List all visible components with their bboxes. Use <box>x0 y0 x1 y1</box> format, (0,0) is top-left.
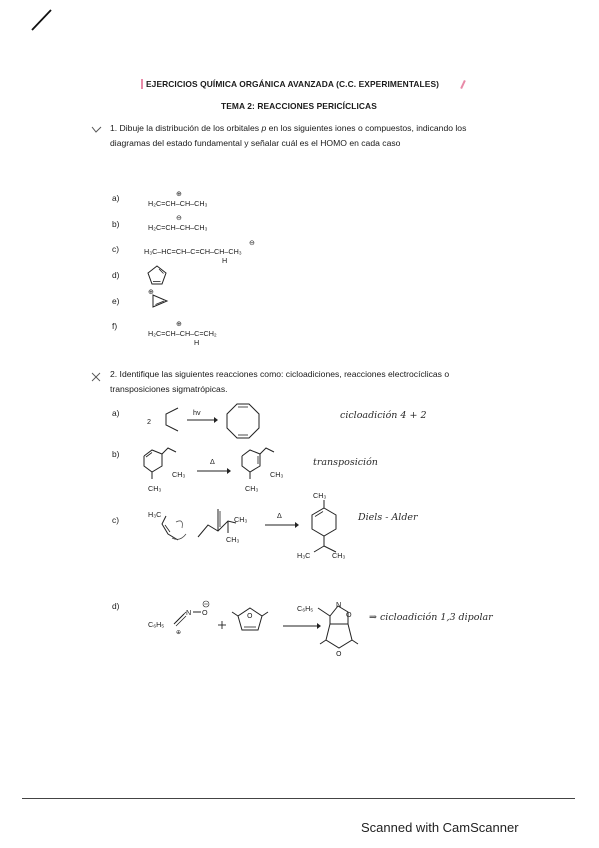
q2-item-d-reactant-o: O <box>202 608 208 617</box>
q1-item-c-formula: H₃C–HC=CH–C=CH–CH–CH₃ <box>144 247 242 256</box>
svg-text:⊕: ⊕ <box>176 629 182 636</box>
q2-item-d-reactant-sub-1: C₆H₅ <box>148 620 165 629</box>
charge-minus-icon <box>202 600 210 608</box>
maleic-anhydride-structure <box>228 598 272 644</box>
q2-item-c-reactant-sub-2: CH₃ <box>234 515 248 524</box>
q2-item-d-product-o: O <box>346 610 352 619</box>
document-subtitle: TEMA 2: REACCIONES PERICÍCLICAS <box>221 101 377 111</box>
q1-item-a-label: a) <box>112 193 120 203</box>
q1-item-c-label: c) <box>112 244 119 254</box>
reaction-arrow-d <box>282 621 322 631</box>
cross-mark-icon <box>91 372 103 382</box>
q1-item-f-charge: ⊕ <box>176 319 183 328</box>
svg-text:O: O <box>336 650 342 658</box>
q2-item-a-coefficient: 2 <box>147 417 151 426</box>
q1-item-b-formula: H₂C=CH–CH–CH₃ <box>148 223 208 232</box>
q2-item-c-label: c) <box>112 515 119 525</box>
q2-item-b-substituent-1: CH₃ <box>172 470 186 479</box>
cyclooctadiene-structure <box>223 402 263 442</box>
q1-item-e-label: e) <box>112 296 120 306</box>
scan-edge-line <box>22 798 575 799</box>
q2-item-c-product-sub-2: H₃C <box>297 551 311 560</box>
q1-item-d-label: d) <box>112 270 120 280</box>
q2-item-a-answer: cicloadición 4 + 2 <box>340 410 427 421</box>
checkmark-icon <box>91 125 103 135</box>
q2-item-b-answer: transposición <box>313 457 378 468</box>
q1-item-a-charge: ⊕ <box>176 189 183 198</box>
q2-item-d-reactant-n: N <box>186 608 192 617</box>
q2-item-c-condition: Δ <box>277 511 282 520</box>
q2-item-c-product-sub-3: CH₃ <box>332 551 346 560</box>
q1-item-c-h: H <box>222 256 228 265</box>
scanner-watermark-text: Scanned with CamScanner <box>361 820 519 835</box>
q2-item-d-answer: ⇒ cicloadición 1,3 dipolar <box>369 612 493 623</box>
n-o-bond-d <box>193 610 201 614</box>
q2-item-c-answer: Diels - Alder <box>358 512 418 523</box>
q2-item-b-condition: Δ <box>210 457 215 466</box>
q2-item-b-substituent-2: CH₃ <box>148 484 162 493</box>
q1-item-b-label: b) <box>112 219 120 229</box>
q1-item-f-formula: H₂C=CH–CH–C=CH₂ <box>148 329 217 338</box>
butadiene-structure <box>160 405 184 433</box>
q2-item-a-label: a) <box>112 408 120 418</box>
document-title: EJERCICIOS QUÍMICA ORGÁNICA AVANZADA (C.C. EXPERIMENTALES) <box>146 79 440 89</box>
q1-item-b-charge: ⊖ <box>176 213 183 222</box>
q1-item-c-charge: ⊖ <box>249 238 256 247</box>
q2-item-a-condition: hv <box>193 408 201 417</box>
q2-item-d-label: d) <box>112 601 120 611</box>
cyclopropenyl-cation-structure <box>151 293 171 309</box>
q2-item-b-product-sub-1: CH₃ <box>270 470 284 479</box>
pink-mark-left <box>141 79 143 89</box>
q2-item-d-product-n: N <box>336 600 342 609</box>
q2-item-b-label: b) <box>112 449 120 459</box>
q1-item-f-label: f) <box>112 321 118 331</box>
question-2-text: 2. Identifique las siguientes reacciones como: cicloadiciones, reacciones electrocíclicas o transposiciones sigmatrópicas. <box>110 369 450 394</box>
reaction-arrow-c <box>264 520 300 530</box>
pen-stroke-decoration <box>30 8 54 32</box>
plus-sign-icon <box>218 621 226 629</box>
q2-item-d-product-sub-1: C₆H₅ <box>297 604 314 613</box>
q1-item-a-formula: H₂C=CH–CH–CH₃ <box>148 199 208 208</box>
q2-item-c-reactant-sub-3: CH₃ <box>226 535 240 544</box>
svg-text:O: O <box>247 612 253 620</box>
reaction-arrow-a <box>186 415 218 425</box>
isoxazoline-product-structure <box>318 604 362 662</box>
q1-item-f-h: H <box>194 338 200 347</box>
cyclopentadiene-structure <box>146 264 168 286</box>
q2-item-b-product-sub-2: CH₃ <box>245 484 259 493</box>
diene-c-structure <box>160 514 196 544</box>
pink-mark-right <box>460 80 466 89</box>
question-1-text: 1. Dibuje la distribución de los orbitales p en los siguientes iones o compuestos, indicando los diagramas del estado fundamental y señalar cuál es el HOMO en cada caso <box>110 123 467 148</box>
q1-item-e-charge: ⊕ <box>148 287 155 296</box>
q2-item-c-reactant-sub-1: H₃C <box>148 510 162 519</box>
reaction-arrow-b <box>196 466 232 476</box>
q2-item-c-product-sub-1: CH₃ <box>313 491 327 500</box>
